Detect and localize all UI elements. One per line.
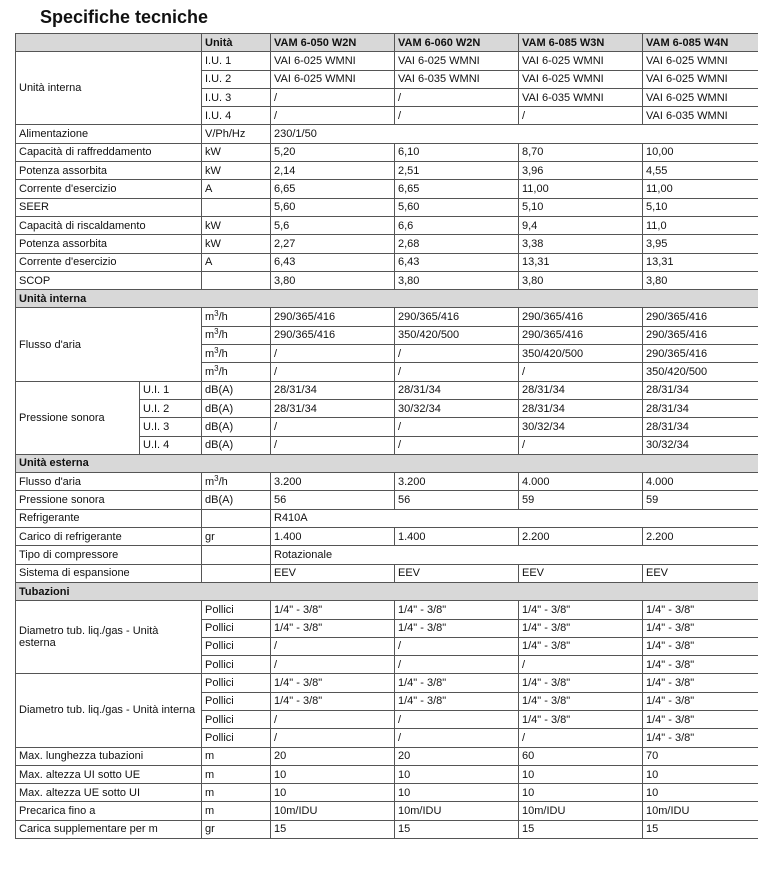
row-label: Pressione sonora <box>16 491 202 509</box>
row-subunit: U.I. 4 <box>140 436 202 454</box>
row-value: 3,80 <box>519 271 643 289</box>
row-unit <box>202 564 271 582</box>
row-value: 350/420/500 <box>395 326 519 344</box>
section-header <box>16 582 758 600</box>
row-value: VAI 6-025 WMNI <box>395 52 519 70</box>
spec-table-body <box>16 34 758 839</box>
row-unit: Pollici <box>202 637 271 655</box>
row-value: / <box>519 656 643 674</box>
row-unit: $m^3/h$ <box>202 473 271 491</box>
row-value: 1/4" - 3/8" <box>519 601 643 619</box>
row-value: 1/4" - 3/8" <box>519 674 643 692</box>
row-value: VAI 6-025 WMNI <box>271 52 395 70</box>
row-value: / <box>271 418 395 436</box>
table-row <box>16 473 758 491</box>
row-subunit: U.I. 3 <box>140 418 202 436</box>
row-value: 1/4" - 3/8" <box>395 674 519 692</box>
row-value: 6,6 <box>395 216 519 234</box>
row-value: 3,96 <box>519 162 643 180</box>
row-value: / <box>395 107 519 125</box>
row-value: 2.200 <box>643 528 758 546</box>
table-row <box>16 601 758 619</box>
row-value: 1/4" - 3/8" <box>519 637 643 655</box>
row-label: Carico di refrigerante <box>16 528 202 546</box>
row-value: 1/4" - 3/8" <box>643 601 758 619</box>
row-value: 2,51 <box>395 162 519 180</box>
row-value: 10 <box>271 765 395 783</box>
table-row <box>16 491 758 509</box>
row-unit: kW <box>202 162 271 180</box>
row-value: / <box>271 656 395 674</box>
table-row <box>16 253 758 271</box>
row-value: 290/365/416 <box>643 345 758 363</box>
row-value: 30/32/34 <box>643 436 758 454</box>
row-value: 3,95 <box>643 235 758 253</box>
row-value: 5,60 <box>395 198 519 216</box>
row-value: VAI 6-035 WMNI <box>395 70 519 88</box>
row-unit <box>202 198 271 216</box>
row-label: Tipo di compressore <box>16 546 202 564</box>
row-value: 1.400 <box>271 528 395 546</box>
row-value: / <box>395 345 519 363</box>
table-row <box>16 271 758 289</box>
table-row <box>16 143 758 161</box>
row-value: / <box>271 88 395 106</box>
row-value: 350/420/500 <box>643 363 758 381</box>
row-label: Corrente d'esercizio <box>16 180 202 198</box>
row-value: 1/4" - 3/8" <box>519 710 643 728</box>
header-model: VAM 6-085 W3N <box>519 34 643 52</box>
row-value: 3.200 <box>271 473 395 491</box>
row-value: 5,6 <box>271 216 395 234</box>
row-value: 3,80 <box>395 271 519 289</box>
row-subunit: U.I. 1 <box>140 381 202 399</box>
table-row <box>16 820 758 838</box>
row-unit: Pollici <box>202 674 271 692</box>
row-value: 1/4" - 3/8" <box>271 601 395 619</box>
row-value: 13,31 <box>643 253 758 271</box>
row-value: / <box>395 656 519 674</box>
row-value: 1/4" - 3/8" <box>271 674 395 692</box>
row-value: 350/420/500 <box>519 345 643 363</box>
row-unit: m <box>202 765 271 783</box>
table-row <box>16 381 758 399</box>
row-value: 1/4" - 3/8" <box>643 729 758 747</box>
row-label: Capacità di raffreddamento <box>16 143 202 161</box>
row-value: Rotazionale <box>271 546 758 564</box>
table-row <box>16 509 758 527</box>
row-unit: dB(A) <box>202 418 271 436</box>
row-value: 1/4" - 3/8" <box>271 692 395 710</box>
row-value: 28/31/34 <box>271 399 395 417</box>
row-value: 1.400 <box>395 528 519 546</box>
row-value: 2,27 <box>271 235 395 253</box>
row-label: Corrente d'esercizio <box>16 253 202 271</box>
row-value: 15 <box>643 820 758 838</box>
row-value: 15 <box>395 820 519 838</box>
row-unit: I.U. 2 <box>202 70 271 88</box>
table-row <box>16 162 758 180</box>
row-value: 10,00 <box>643 143 758 161</box>
row-value: / <box>395 418 519 436</box>
row-label: Unità interna <box>16 52 202 125</box>
row-value: 290/365/416 <box>395 308 519 326</box>
row-unit: Pollici <box>202 710 271 728</box>
row-value: 70 <box>643 747 758 765</box>
row-value: / <box>395 729 519 747</box>
row-value: / <box>395 88 519 106</box>
row-unit: A <box>202 180 271 198</box>
row-label: Sistema di espansione <box>16 564 202 582</box>
table-row <box>16 765 758 783</box>
row-value: 10 <box>271 784 395 802</box>
row-value: / <box>271 729 395 747</box>
row-unit: dB(A) <box>202 381 271 399</box>
row-label: Pressione sonora <box>16 381 140 454</box>
row-unit: m <box>202 802 271 820</box>
row-unit: Pollici <box>202 692 271 710</box>
row-value: 6,65 <box>271 180 395 198</box>
row-value: 10m/IDU <box>643 802 758 820</box>
row-value: 28/31/34 <box>643 418 758 436</box>
row-unit: kW <box>202 143 271 161</box>
row-value: / <box>395 363 519 381</box>
row-value: 5,60 <box>271 198 395 216</box>
table-row <box>16 802 758 820</box>
row-value: 2,68 <box>395 235 519 253</box>
row-value: 3,38 <box>519 235 643 253</box>
row-label: Diametro tub. liq./gas - Unità esterna <box>16 601 202 674</box>
row-value: 290/365/416 <box>519 326 643 344</box>
row-unit: Pollici <box>202 601 271 619</box>
row-subunit: U.I. 2 <box>140 399 202 417</box>
row-label: Max. altezza UI sotto UE <box>16 765 202 783</box>
row-value: 10m/IDU <box>395 802 519 820</box>
row-label: SCOP <box>16 271 202 289</box>
row-value: 1/4" - 3/8" <box>395 692 519 710</box>
row-value: 10 <box>519 765 643 783</box>
row-value: 6,43 <box>395 253 519 271</box>
row-value: 30/32/34 <box>395 399 519 417</box>
row-value: VAI 6-025 WMNI <box>643 70 758 88</box>
row-value: 6,65 <box>395 180 519 198</box>
row-unit: $m^3/h$ <box>202 308 271 326</box>
row-value: VAI 6-025 WMNI <box>643 88 758 106</box>
row-value: / <box>395 436 519 454</box>
row-value: 11,00 <box>643 180 758 198</box>
row-value: 6,43 <box>271 253 395 271</box>
row-value: 5,10 <box>519 198 643 216</box>
row-value: 1/4" - 3/8" <box>271 619 395 637</box>
page-title: Specifiche tecniche <box>40 7 209 27</box>
row-value: 290/365/416 <box>519 308 643 326</box>
row-label: Potenza assorbita <box>16 162 202 180</box>
row-value: 5,20 <box>271 143 395 161</box>
row-value: 15 <box>271 820 395 838</box>
row-value: R410A <box>271 509 758 527</box>
row-label: Carica supplementare per m <box>16 820 202 838</box>
row-label: Alimentazione <box>16 125 202 143</box>
row-label: SEER <box>16 198 202 216</box>
row-value: 230/1/50 <box>271 125 758 143</box>
row-unit: gr <box>202 528 271 546</box>
row-unit: m <box>202 784 271 802</box>
row-label: Capacità di riscaldamento <box>16 216 202 234</box>
row-value: VAI 6-025 WMNI <box>519 52 643 70</box>
row-value: 290/365/416 <box>643 326 758 344</box>
row-value: 5,10 <box>643 198 758 216</box>
section-title: Unità esterna <box>16 454 758 472</box>
row-value: 1/4" - 3/8" <box>395 619 519 637</box>
table-row <box>16 564 758 582</box>
row-label: Precarica fino a <box>16 802 202 820</box>
row-unit: V/Ph/Hz <box>202 125 271 143</box>
row-value: 290/365/416 <box>643 308 758 326</box>
table-row <box>16 308 758 326</box>
row-unit: dB(A) <box>202 399 271 417</box>
row-value: 28/31/34 <box>643 399 758 417</box>
table-header-row <box>16 34 758 52</box>
row-unit <box>202 509 271 527</box>
header-blank <box>16 34 202 52</box>
header-unit: Unità <box>202 34 271 52</box>
row-unit <box>202 546 271 564</box>
row-unit: $m^3/h$ <box>202 345 271 363</box>
row-value: 10 <box>395 765 519 783</box>
row-value: 4.000 <box>519 473 643 491</box>
row-unit: A <box>202 253 271 271</box>
row-value: 15 <box>519 820 643 838</box>
row-value: 28/31/34 <box>643 381 758 399</box>
row-value: 28/31/34 <box>519 399 643 417</box>
table-row <box>16 674 758 692</box>
row-value: 56 <box>395 491 519 509</box>
row-value: 59 <box>643 491 758 509</box>
row-value: 13,31 <box>519 253 643 271</box>
row-value: 20 <box>395 747 519 765</box>
row-unit: kW <box>202 216 271 234</box>
row-unit <box>202 271 271 289</box>
row-label: Diametro tub. liq./gas - Unità interna <box>16 674 202 747</box>
row-value: VAI 6-035 WMNI <box>643 107 758 125</box>
row-value: 1/4" - 3/8" <box>643 619 758 637</box>
spec-table <box>15 33 758 839</box>
row-value: / <box>519 436 643 454</box>
row-value: 3.200 <box>395 473 519 491</box>
row-unit: I.U. 4 <box>202 107 271 125</box>
row-value: 1/4" - 3/8" <box>643 637 758 655</box>
row-value: 4.000 <box>643 473 758 491</box>
row-label: Max. lunghezza tubazioni <box>16 747 202 765</box>
row-unit: kW <box>202 235 271 253</box>
row-value: 59 <box>519 491 643 509</box>
row-label: Refrigerante <box>16 509 202 527</box>
row-value: / <box>395 637 519 655</box>
row-value: 10m/IDU <box>519 802 643 820</box>
row-value: / <box>519 107 643 125</box>
row-value: 1/4" - 3/8" <box>643 692 758 710</box>
row-value: / <box>395 710 519 728</box>
row-value: / <box>271 436 395 454</box>
row-value: 10m/IDU <box>271 802 395 820</box>
row-unit: Pollici <box>202 729 271 747</box>
row-unit: dB(A) <box>202 491 271 509</box>
row-value: 28/31/34 <box>395 381 519 399</box>
row-value: 1/4" - 3/8" <box>643 656 758 674</box>
section-header <box>16 454 758 472</box>
row-value: 10 <box>519 784 643 802</box>
row-unit: Pollici <box>202 656 271 674</box>
row-value: VAI 6-035 WMNI <box>519 88 643 106</box>
row-value: 11,0 <box>643 216 758 234</box>
row-unit: Pollici <box>202 619 271 637</box>
row-value: 6,10 <box>395 143 519 161</box>
row-value: 3,80 <box>271 271 395 289</box>
row-value: 290/365/416 <box>271 326 395 344</box>
row-value: 1/4" - 3/8" <box>395 601 519 619</box>
row-value: 1/4" - 3/8" <box>643 674 758 692</box>
row-value: 28/31/34 <box>271 381 395 399</box>
row-label: Max. altezza UE sotto UI <box>16 784 202 802</box>
row-value: / <box>519 363 643 381</box>
row-value: VAI 6-025 WMNI <box>519 70 643 88</box>
row-value: 56 <box>271 491 395 509</box>
row-value: 2,14 <box>271 162 395 180</box>
row-unit: I.U. 3 <box>202 88 271 106</box>
row-value: 28/31/34 <box>519 381 643 399</box>
row-label: Flusso d'aria <box>16 473 202 491</box>
table-row <box>16 125 758 143</box>
row-value: 1/4" - 3/8" <box>519 692 643 710</box>
section-header <box>16 290 758 308</box>
header-model: VAM 6-085 W4N <box>643 34 758 52</box>
row-value: 10 <box>643 784 758 802</box>
table-row <box>16 216 758 234</box>
table-row <box>16 528 758 546</box>
row-unit: $m^3/h$ <box>202 363 271 381</box>
row-value: 1/4" - 3/8" <box>643 710 758 728</box>
table-row <box>16 52 758 70</box>
row-value: 2.200 <box>519 528 643 546</box>
section-title: Unità interna <box>16 290 758 308</box>
row-value: 30/32/34 <box>519 418 643 436</box>
table-row <box>16 180 758 198</box>
row-value: 11,00 <box>519 180 643 198</box>
header-model: VAM 6-060 W2N <box>395 34 519 52</box>
row-value: 10 <box>643 765 758 783</box>
table-row <box>16 546 758 564</box>
row-label: Flusso d'aria <box>16 308 202 381</box>
row-value: / <box>271 345 395 363</box>
header-model: VAM 6-050 W2N <box>271 34 395 52</box>
row-unit: I.U. 1 <box>202 52 271 70</box>
row-value: VAI 6-025 WMNI <box>271 70 395 88</box>
row-value: 20 <box>271 747 395 765</box>
row-unit: dB(A) <box>202 436 271 454</box>
row-unit: $m^3/h$ <box>202 326 271 344</box>
row-value: EEV <box>271 564 395 582</box>
row-value: / <box>271 637 395 655</box>
row-value: EEV <box>643 564 758 582</box>
row-value: 60 <box>519 747 643 765</box>
row-value: / <box>271 107 395 125</box>
table-row <box>16 784 758 802</box>
row-value: / <box>271 710 395 728</box>
row-value: 290/365/416 <box>271 308 395 326</box>
row-unit: gr <box>202 820 271 838</box>
row-value: 3,80 <box>643 271 758 289</box>
row-unit: m <box>202 747 271 765</box>
table-row <box>16 235 758 253</box>
row-value: 8,70 <box>519 143 643 161</box>
row-value: / <box>271 363 395 381</box>
row-value: 10 <box>395 784 519 802</box>
row-value: / <box>519 729 643 747</box>
row-value: 9,4 <box>519 216 643 234</box>
row-label: Potenza assorbita <box>16 235 202 253</box>
row-value: 4,55 <box>643 162 758 180</box>
row-value: EEV <box>395 564 519 582</box>
row-value: 1/4" - 3/8" <box>519 619 643 637</box>
row-value: EEV <box>519 564 643 582</box>
table-row <box>16 747 758 765</box>
row-value: VAI 6-025 WMNI <box>643 52 758 70</box>
section-title: Tubazioni <box>16 582 758 600</box>
table-row <box>16 198 758 216</box>
